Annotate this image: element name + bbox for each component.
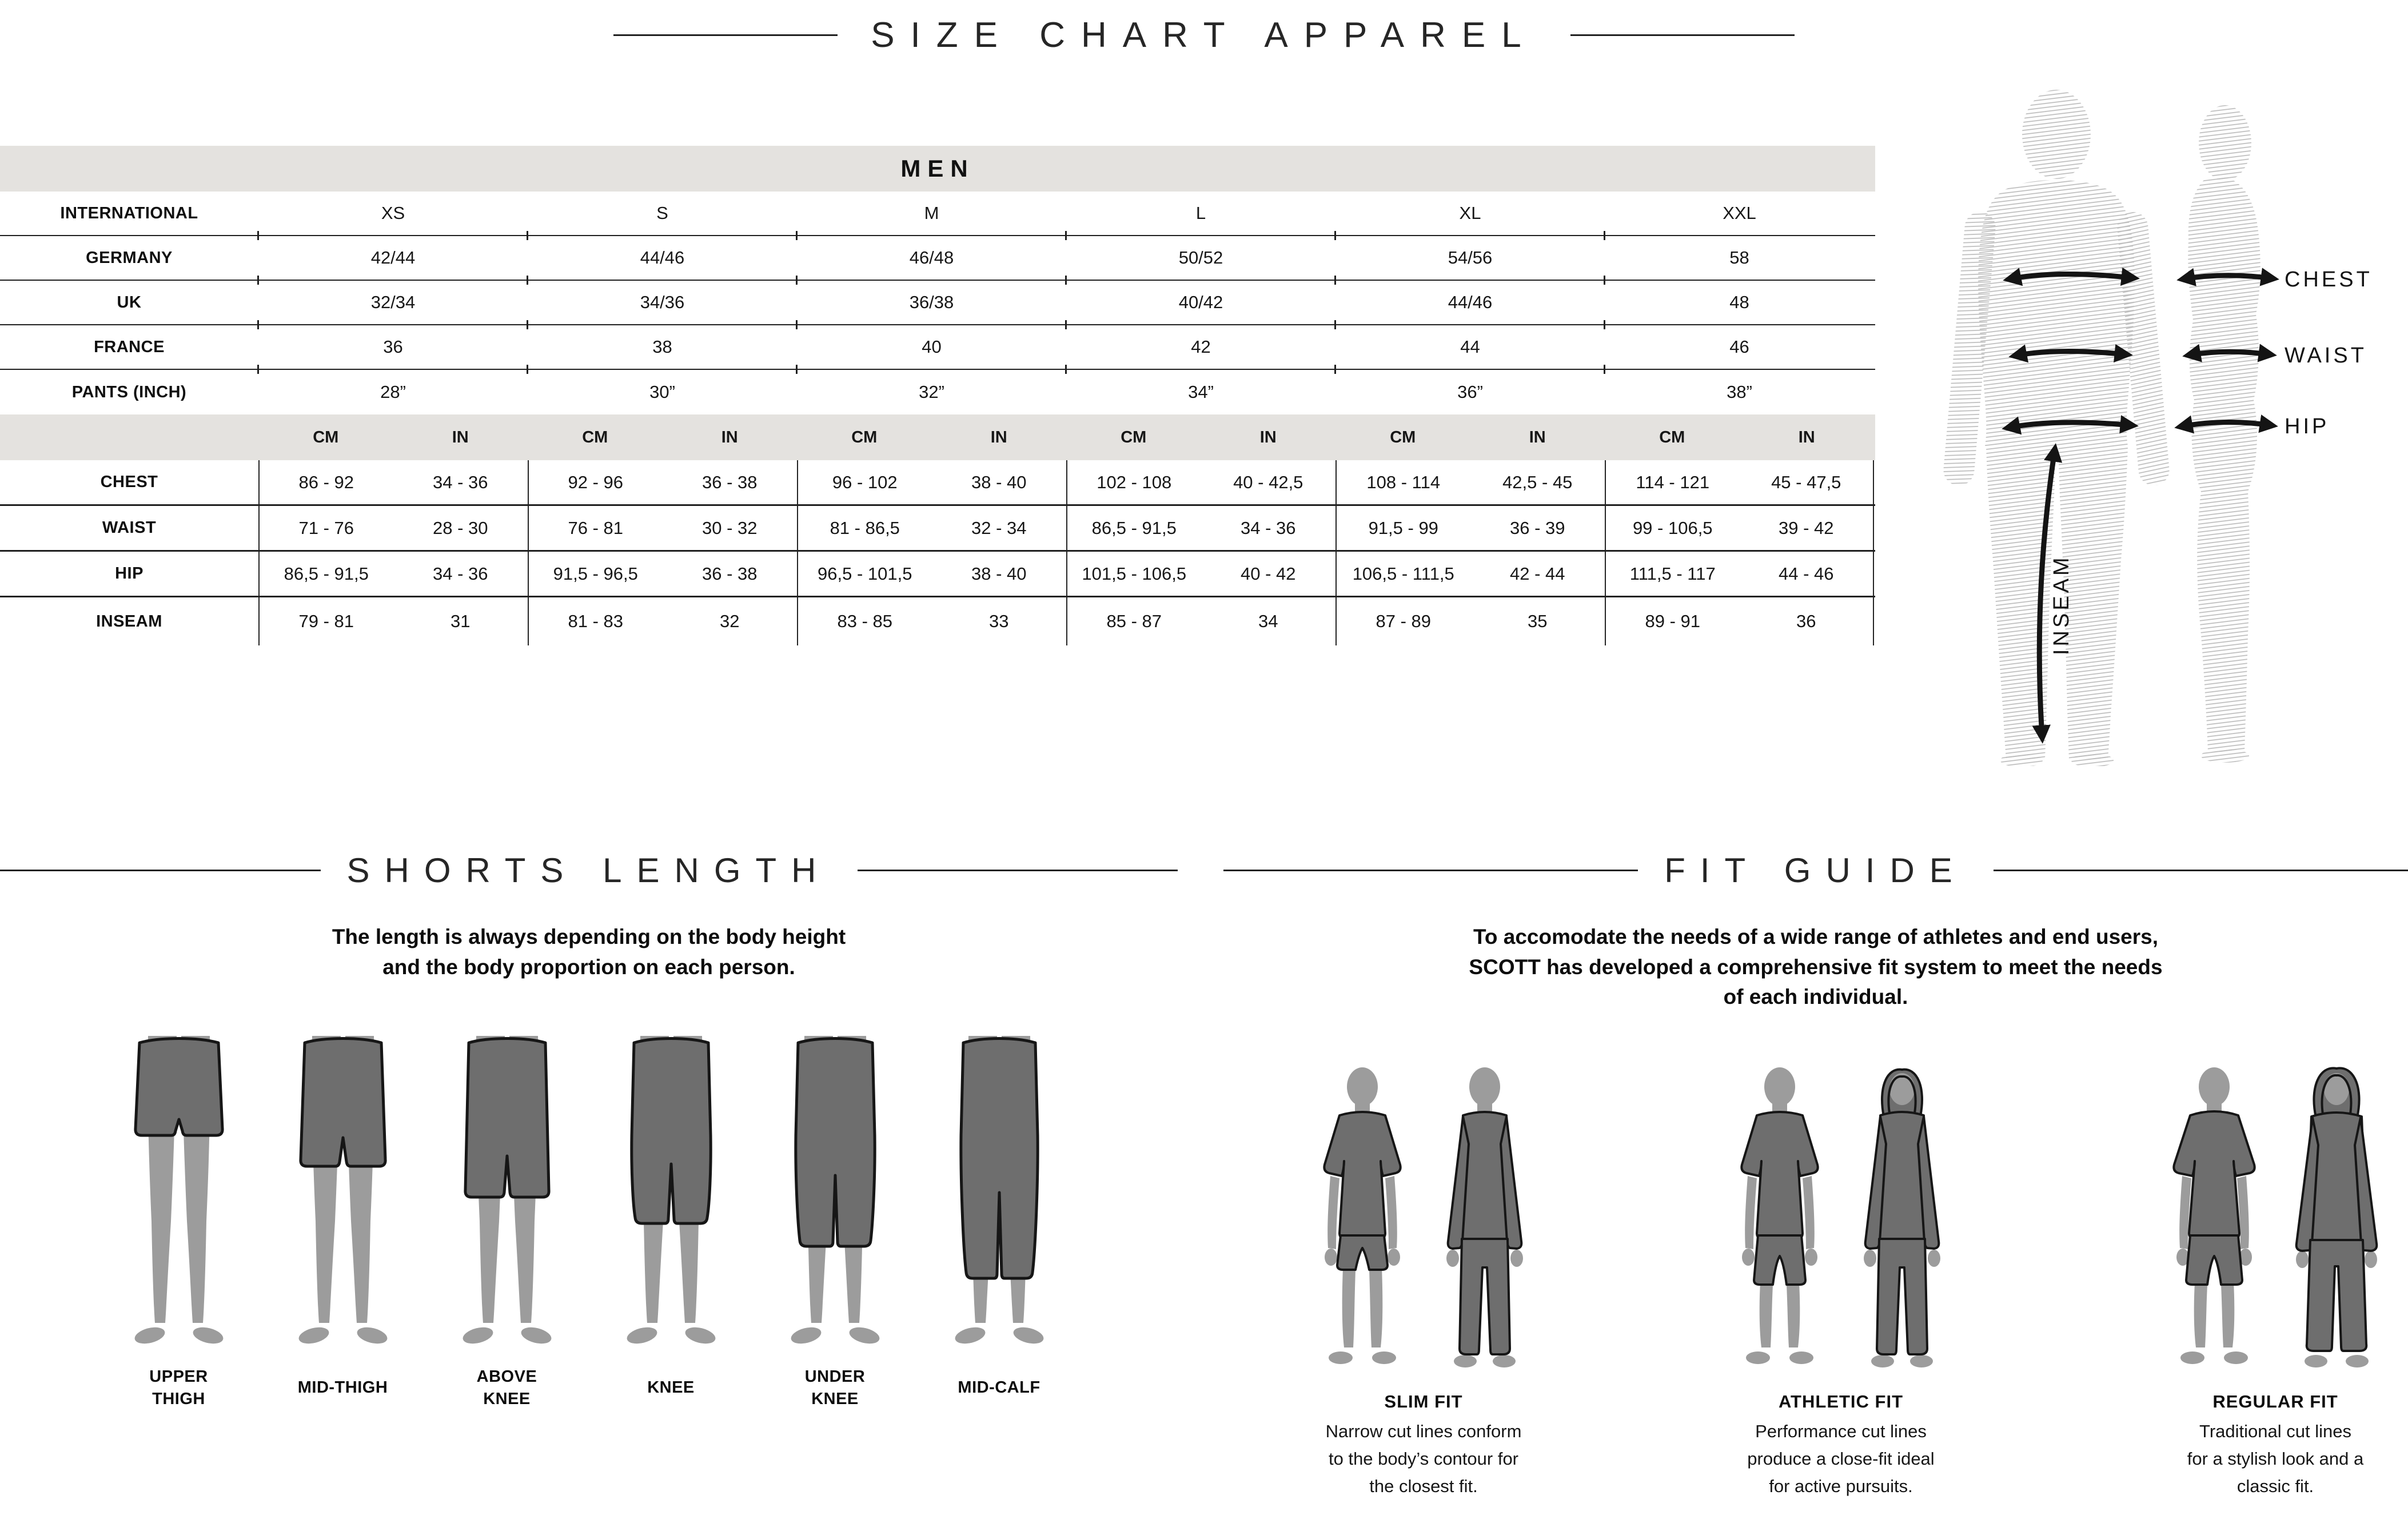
size-cell: 50/52 [1178, 248, 1223, 268]
measure-cell: 40 - 42,5 [1233, 472, 1303, 492]
fit-desc-line: for active pursuits. [1769, 1476, 1913, 1496]
fit-description-line: SCOTT has developed a comprehensive fit system to meet the needs [1469, 955, 2163, 979]
fit-guide-section [1201, 851, 2408, 1521]
fit-type-description [1747, 1418, 1934, 1500]
size-cell: 38” [1727, 382, 1752, 402]
fit-desc-line: Traditional cut lines [2199, 1421, 2351, 1441]
table-row-uk [0, 281, 1875, 325]
table-row-germany [0, 236, 1875, 281]
row-label: HIP [115, 564, 143, 583]
shorts-length-label [647, 1356, 695, 1420]
regular-fit-shirt-figure [2157, 1064, 2271, 1375]
fit-desc-line: classic fit. [2236, 1476, 2314, 1496]
unit-cell: CM [1659, 428, 1685, 446]
measure-cell: 86,5 - 91,5 [1066, 506, 1201, 550]
table-gender-header [0, 146, 1875, 192]
unit-cell: CM [851, 428, 878, 446]
measure-cell: 39 - 42 [1740, 506, 1875, 550]
size-cell: 48 [1729, 292, 1749, 312]
measure-cell: 86,5 - 91,5 [258, 552, 393, 596]
fit-section-title: FIT GUIDE [1664, 851, 1967, 890]
row-label [0, 414, 258, 460]
fit-column-athletic [1664, 1064, 2018, 1500]
measure-cell: 32 [720, 611, 740, 631]
row-label: PANTS (INCH) [71, 382, 187, 401]
shorts-under-knee-illustration [775, 1032, 895, 1353]
unit-cell: IN [1529, 428, 1546, 446]
table-row-international [0, 192, 1875, 236]
table-row-units [0, 414, 1875, 460]
measure-cell: 40 - 42 [1240, 563, 1296, 584]
measure-cell: 89 - 91 [1605, 597, 1740, 645]
size-cell: 46/48 [909, 248, 954, 268]
size-cell: 54/56 [1448, 248, 1493, 268]
size-cell: S [656, 203, 668, 223]
measure-cell: 34 - 36 [432, 563, 488, 584]
shorts-description-line: and the body proportion on each person. [382, 955, 795, 979]
shorts-label-line: KNEE [811, 1390, 859, 1409]
fit-desc-line: the closest fit. [1369, 1476, 1478, 1496]
size-cell: 44 [1460, 337, 1480, 357]
shorts-label-line: KNEE [647, 1378, 695, 1397]
fit-desc-line: Narrow cut lines conform [1325, 1421, 1522, 1441]
table-row-waist [0, 506, 1875, 552]
row-label: WAIST [102, 519, 157, 537]
measure-cell: 36 - 38 [701, 563, 758, 584]
athletic-fit-shirt-figure [1723, 1064, 1837, 1375]
unit-cell: IN [1798, 428, 1815, 446]
size-cell: XXL [1723, 203, 1756, 223]
measure-cell: 76 - 81 [528, 506, 663, 550]
size-cell: 36” [1457, 382, 1483, 402]
measure-cell: 34 - 36 [432, 472, 488, 492]
shorts-label-line: ABOVE [476, 1367, 537, 1386]
shorts-variant-under-knee [753, 1032, 917, 1420]
fit-column-slim [1246, 1064, 1601, 1500]
fit-type-name: REGULAR FIT [2212, 1391, 2338, 1412]
row-label: UK [117, 293, 142, 312]
shorts-variant-mid-calf [917, 1032, 1081, 1420]
measure-cell: 96,5 - 101,5 [797, 552, 932, 596]
size-cell: 44/46 [1448, 292, 1493, 312]
regular-fit-hoodie-figure [2279, 1064, 2394, 1375]
size-cell: 42 [1191, 337, 1211, 357]
measure-cell: 85 - 87 [1066, 597, 1201, 645]
shorts-variant-upper-thigh [97, 1032, 261, 1420]
fit-desc-line: produce a close-fit ideal [1747, 1448, 1935, 1469]
waist-diagram-label: WAIST [2285, 344, 2367, 368]
size-cell: 30” [649, 382, 675, 402]
measure-cell: 111,5 - 117 [1605, 552, 1740, 596]
fit-type-name: SLIM FIT [1384, 1391, 1463, 1412]
measure-cell: 81 - 86,5 [797, 506, 932, 550]
measure-cell: 81 - 83 [528, 597, 663, 645]
measure-cell: 31 [450, 611, 471, 631]
shorts-length-label [149, 1356, 208, 1420]
shorts-mid-thigh-illustration [283, 1032, 403, 1353]
slim-fit-illustration [1305, 1064, 1542, 1375]
shorts-variant-knee [589, 1032, 753, 1420]
measure-cell: 86 - 92 [258, 460, 393, 504]
size-cell: 46 [1729, 337, 1749, 357]
size-cell: 34” [1188, 382, 1214, 402]
measure-cell: 101,5 - 106,5 [1066, 552, 1201, 596]
size-cell: 38 [652, 337, 672, 357]
body-measurement-diagram [1875, 46, 2408, 766]
fit-title-right-rule [1994, 870, 2408, 871]
title-left-rule [613, 34, 838, 36]
measure-cell: 91,5 - 99 [1335, 506, 1470, 550]
size-cell: 42/44 [370, 248, 416, 268]
measure-cell: 91,5 - 96,5 [528, 552, 663, 596]
shorts-length-figures [0, 1032, 1178, 1420]
fit-title-left-rule [1223, 870, 1638, 871]
measure-cell: 38 - 40 [971, 563, 1027, 584]
athletic-fit-hoodie-figure [1845, 1064, 1959, 1375]
table-row-france [0, 325, 1875, 370]
unit-cell: CM [1390, 428, 1416, 446]
shorts-label-line: MID-THIGH [297, 1378, 388, 1397]
measure-cell: 92 - 96 [528, 460, 663, 504]
shorts-label-line: THIGH [152, 1390, 205, 1409]
shorts-section-title: SHORTS LENGTH [346, 851, 831, 890]
size-cell: XS [381, 203, 405, 223]
measure-cell: 36 - 38 [701, 472, 758, 492]
row-label: INSEAM [96, 612, 162, 631]
male-side-silhouette [2188, 105, 2260, 763]
measure-cell: 96 - 102 [797, 460, 932, 504]
shorts-length-label [298, 1356, 388, 1420]
fit-type-name: ATHLETIC FIT [1778, 1391, 1904, 1412]
table-row-inseam [0, 597, 1875, 645]
fit-type-description [1326, 1418, 1522, 1500]
shorts-length-label [477, 1356, 537, 1420]
measure-cell: 45 - 47,5 [1740, 460, 1875, 504]
fit-guide-figures [1223, 1064, 2408, 1521]
measure-cell: 99 - 106,5 [1605, 506, 1740, 550]
size-cell: 40 [922, 337, 942, 357]
shorts-length-label [805, 1356, 866, 1420]
measure-cell: 35 [1528, 611, 1548, 631]
size-cell: 32” [919, 382, 944, 402]
size-cell: 44/46 [640, 248, 685, 268]
unit-cell: CM [582, 428, 608, 446]
slim-fit-shirt-figure [1305, 1064, 1420, 1375]
shorts-variant-above-knee [425, 1032, 589, 1420]
measure-cell: 36 [1740, 597, 1875, 645]
fit-type-description [2187, 1418, 2363, 1500]
size-cell: M [924, 203, 939, 223]
measure-cell: 32 - 34 [971, 517, 1027, 538]
fit-desc-line: for a stylish look and a [2187, 1448, 2364, 1469]
fit-desc-line: Performance cut lines [1755, 1421, 1927, 1441]
measure-cell: 106,5 - 111,5 [1335, 552, 1470, 596]
shorts-length-section [0, 851, 1201, 1420]
fit-column-regular [2098, 1064, 2408, 1500]
measure-cell: 42,5 - 45 [1502, 472, 1573, 492]
unit-cell: CM [1121, 428, 1147, 446]
fit-description [1223, 922, 2408, 1012]
measure-cell: 34 [1258, 611, 1278, 631]
chest-diagram-label: CHEST [2285, 268, 2373, 292]
shorts-mid-calf-illustration [939, 1032, 1059, 1353]
size-cell: 36/38 [909, 292, 954, 312]
measure-cell: 36 - 39 [1509, 517, 1565, 538]
measure-cell: 44 - 46 [1740, 552, 1875, 596]
shorts-knee-illustration [611, 1032, 731, 1353]
measure-cell: 108 - 114 [1335, 460, 1470, 504]
size-cell: 32/34 [370, 292, 416, 312]
athletic-fit-illustration [1723, 1064, 1959, 1375]
row-label: GERMANY [86, 248, 173, 267]
shorts-upper-thigh-illustration [119, 1032, 239, 1353]
row-label: CHEST [100, 473, 158, 491]
measure-cell: 30 - 32 [701, 517, 758, 538]
gender-header-label: MEN [900, 155, 975, 182]
shorts-above-knee-illustration [447, 1032, 567, 1353]
measure-cell: 33 [989, 611, 1009, 631]
measure-cell: 28 - 30 [432, 517, 488, 538]
fit-desc-line: to the body’s contour for [1328, 1448, 1519, 1469]
regular-fit-illustration [2157, 1064, 2394, 1375]
measure-cell: 102 - 108 [1066, 460, 1201, 504]
table-row-chest [0, 460, 1875, 506]
measure-cell: 79 - 81 [258, 597, 393, 645]
page-title: SIZE CHART APPAREL [871, 15, 1537, 55]
size-cell: 34/36 [640, 292, 685, 312]
measure-cell: 83 - 85 [797, 597, 932, 645]
inseam-diagram-label: INSEAM [2050, 555, 2074, 655]
mens-size-table [0, 146, 1875, 645]
male-front-silhouette [1942, 90, 2171, 766]
fit-title-row [1223, 851, 2408, 890]
shorts-description [0, 922, 1178, 982]
shorts-description-line: The length is always depending on the body height [332, 925, 846, 948]
measure-cell: 114 - 121 [1605, 460, 1740, 504]
fit-description-line: of each individual. [1723, 985, 1908, 1009]
measure-cell: 42 - 44 [1509, 563, 1565, 584]
shorts-title-right-rule [858, 870, 1178, 871]
shorts-label-line: UPPER [149, 1367, 208, 1386]
row-label: INTERNATIONAL [60, 204, 198, 222]
size-cell: 36 [383, 337, 403, 357]
unit-cell: IN [990, 428, 1007, 446]
unit-cell: CM [313, 428, 339, 446]
shorts-label-line: UNDER [804, 1367, 866, 1386]
unit-cell: IN [721, 428, 738, 446]
size-cell: XL [1459, 203, 1481, 223]
size-cell: 40/42 [1178, 292, 1223, 312]
title-right-rule [1570, 34, 1795, 36]
shorts-label-line: MID-CALF [958, 1378, 1040, 1397]
measure-cell: 71 - 76 [258, 506, 393, 550]
shorts-variant-mid-thigh [261, 1032, 425, 1420]
measure-cell: 87 - 89 [1335, 597, 1470, 645]
shorts-title-left-rule [0, 870, 321, 871]
slim-fit-pants-figure [1428, 1064, 1542, 1375]
size-cell: 28” [380, 382, 406, 402]
unit-cell: IN [452, 428, 469, 446]
row-label: FRANCE [94, 337, 165, 356]
measure-cell: 38 - 40 [971, 472, 1027, 492]
hip-diagram-label: HIP [2285, 414, 2330, 438]
shorts-title-row [0, 851, 1178, 890]
measure-cell: 34 - 36 [1240, 517, 1296, 538]
shorts-label-line: KNEE [483, 1390, 531, 1409]
table-row-pants-inch [0, 370, 1875, 414]
size-cell: L [1195, 203, 1206, 223]
unit-cell: IN [1259, 428, 1277, 446]
fit-description-line: To accomodate the needs of a wide range of athletes and end users, [1473, 925, 2158, 948]
table-row-hip [0, 552, 1875, 597]
size-cell: 58 [1729, 248, 1749, 268]
shorts-length-label [958, 1356, 1040, 1420]
